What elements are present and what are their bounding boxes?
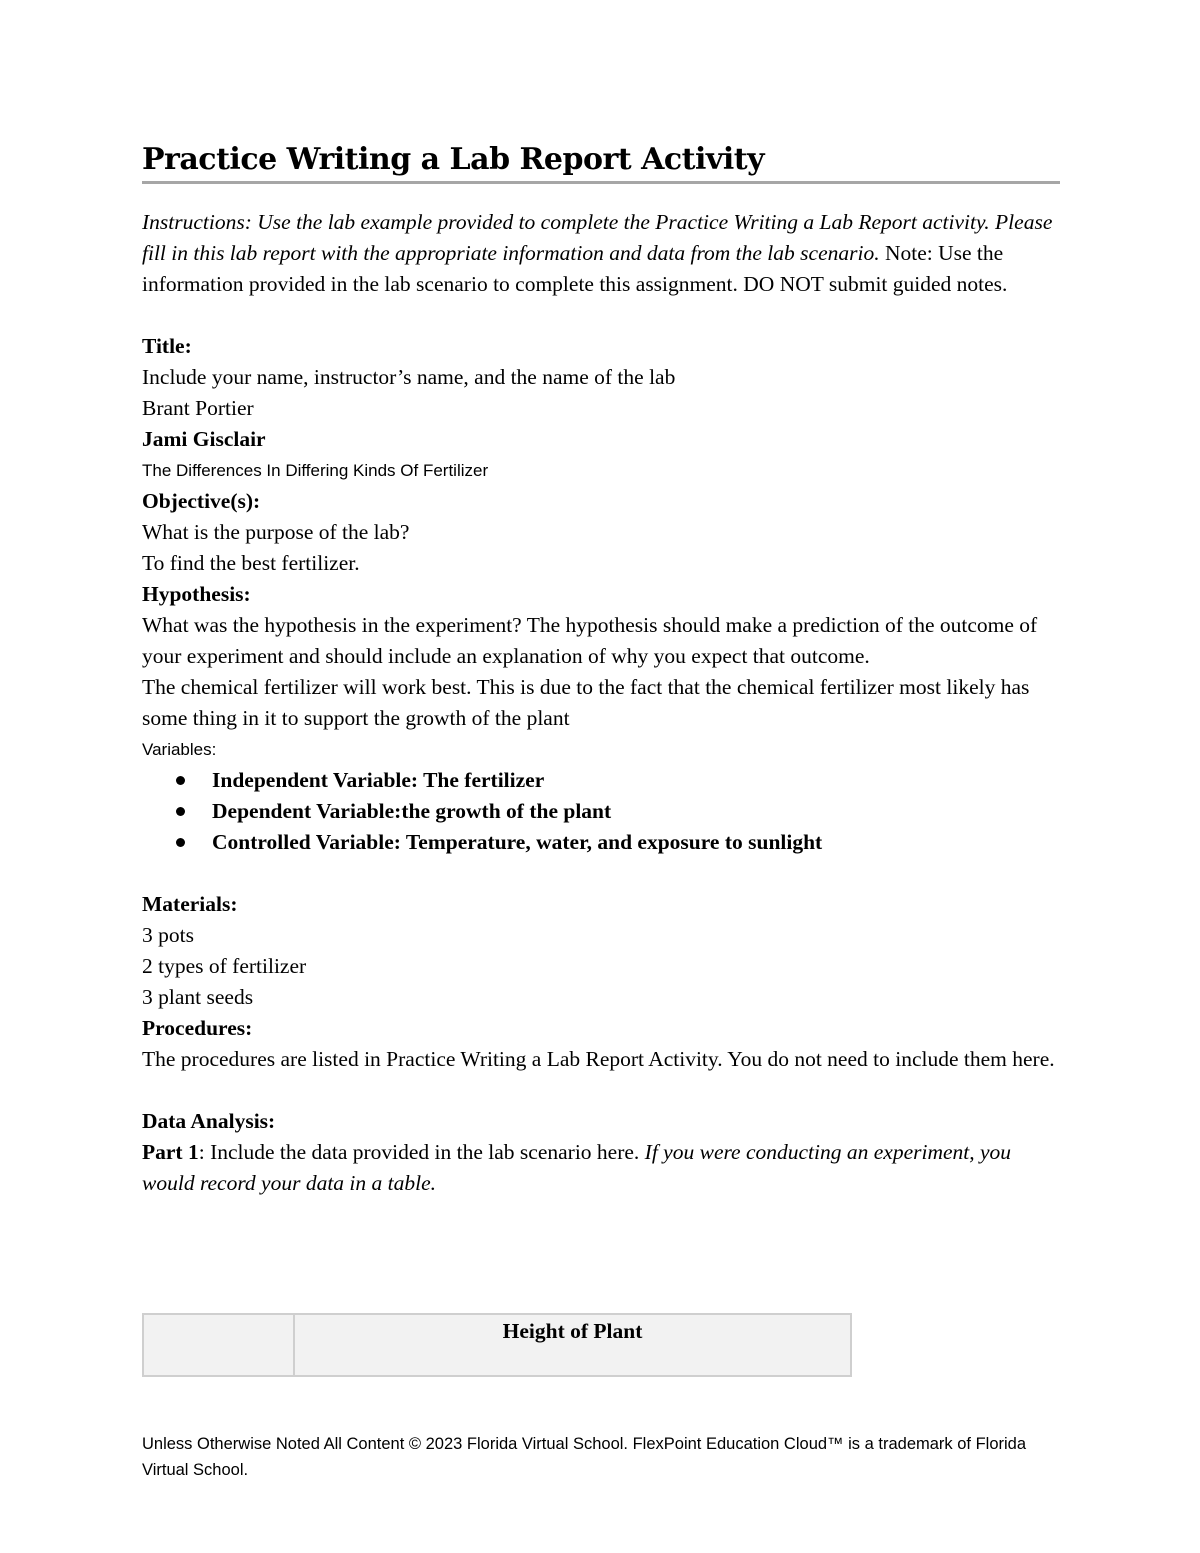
instructions-paragraph xyxy=(142,207,1060,300)
material-item: 3 pots xyxy=(142,923,194,947)
list-item xyxy=(142,827,1060,858)
spacer xyxy=(142,300,1060,331)
table-header-height-of-plant: Height of Plant xyxy=(294,1314,851,1376)
procedures-heading: Procedures: xyxy=(142,1016,253,1040)
part1-paragraph xyxy=(142,1137,1060,1199)
hypothesis-prompt: What was the hypothesis in the experiment? The hypothesis should make a prediction of the outcome of your experiment and should include an explanation of why you expect that outcome. xyxy=(142,613,1038,668)
instructions-italic: Instructions: Use the lab example provided to complete the Practice Writing a Lab Report activity. Please fill in this lab report with the appropriate information and data from the lab scenario. xyxy=(142,210,1053,265)
variables-list xyxy=(142,765,1060,858)
title-prompt: Include your name, instructor’s name, and the name of the lab xyxy=(142,365,676,389)
table-cell-empty xyxy=(143,1314,294,1376)
bullet-icon xyxy=(176,807,185,816)
hypothesis-heading: Hypothesis: xyxy=(142,582,251,606)
instructor-name: Jami Gisclair xyxy=(142,427,266,451)
student-name: Brant Portier xyxy=(142,396,254,420)
variables-heading: Variables: xyxy=(142,740,217,759)
bullet-icon xyxy=(176,776,185,785)
lab-name: The Differences In Differing Kinds Of Fertilizer xyxy=(142,461,489,480)
material-item: 3 plant seeds xyxy=(142,985,254,1009)
title-divider xyxy=(142,181,1060,184)
spacer xyxy=(142,858,1060,889)
spacer xyxy=(142,1075,1060,1106)
table-row xyxy=(143,1314,851,1376)
part1-label: Part 1 xyxy=(142,1140,199,1164)
instructions-note: Note: Use the information provided in the lab scenario to complete this assignment. DO NOT submit guided notes. xyxy=(142,241,1008,296)
hypothesis-answer: The chemical fertilizer will work best. This is due to the fact that the chemical fertilizer most likely has some thing in it to support the growth of the plant xyxy=(142,675,1030,730)
data-table xyxy=(142,1313,852,1377)
title-heading: Title: xyxy=(142,334,192,358)
data-analysis-heading: Data Analysis: xyxy=(142,1109,276,1133)
page-footer: Unless Otherwise Noted All Content © 2023 Florida Virtual School. FlexPoint Education Cloud™ is a trademark of Florida Virtual School. xyxy=(142,1435,1027,1479)
page-title: Practice Writing a Lab Report Activity xyxy=(142,142,765,177)
document-body xyxy=(142,207,1060,1199)
bullet-icon xyxy=(176,838,185,847)
objective-prompt: What is the purpose of the lab? xyxy=(142,520,410,544)
objective-heading: Objective(s): xyxy=(142,489,261,513)
material-item: 2 types of fertilizer xyxy=(142,954,307,978)
controlled-variable: Controlled Variable: Temperature, water, and exposure to sunlight xyxy=(212,830,823,854)
independent-variable: Independent Variable: The fertilizer xyxy=(212,768,545,792)
list-item xyxy=(142,796,1060,827)
materials-heading: Materials: xyxy=(142,892,238,916)
dependent-variable: Dependent Variable:the growth of the plant xyxy=(212,799,612,823)
objective-answer: To find the best fertilizer. xyxy=(142,551,360,575)
part1-text: : Include the data provided in the lab scenario here. xyxy=(198,1140,645,1164)
procedures-text: The procedures are listed in Practice Writing a Lab Report Activity. You do not need to include them here. xyxy=(142,1047,1055,1071)
list-item xyxy=(142,765,1060,796)
part1-italic: If you were conducting an experiment, you would record your data in a table. xyxy=(142,1140,1012,1195)
